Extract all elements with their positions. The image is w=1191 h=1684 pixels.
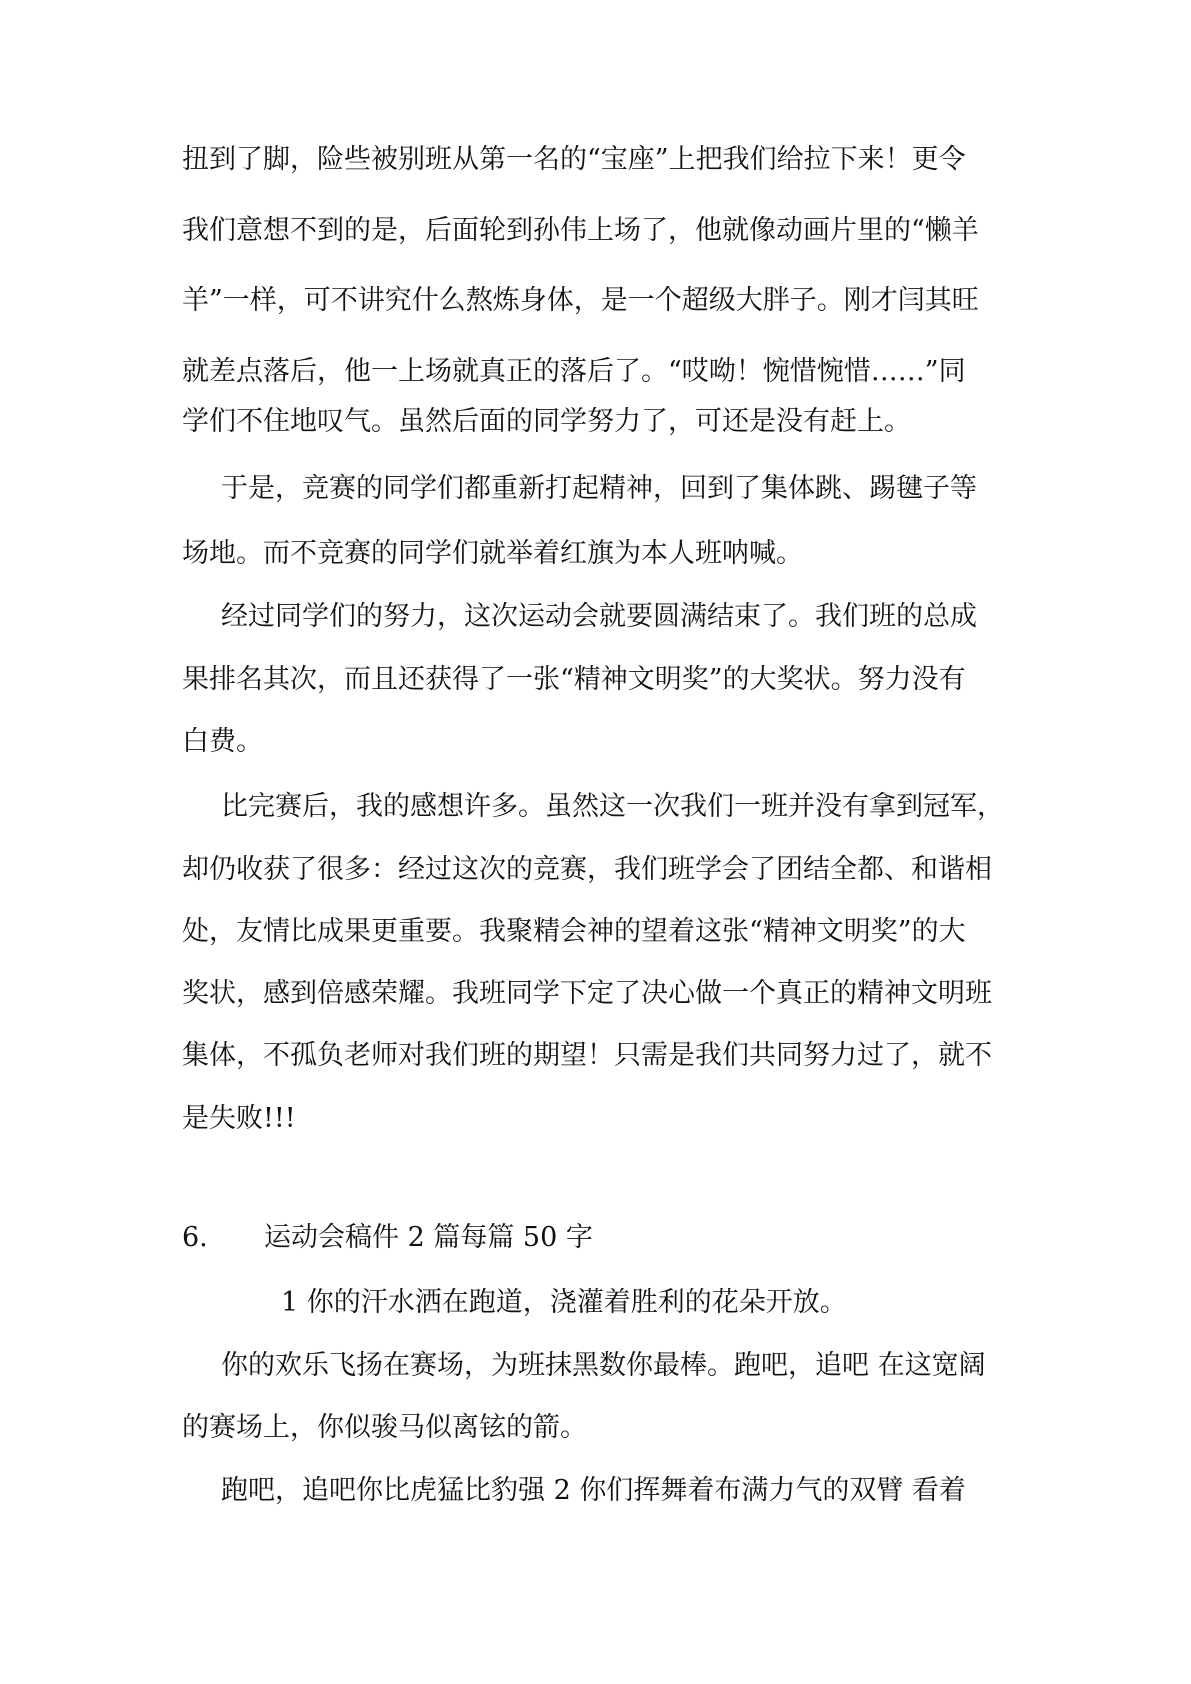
paragraph-2-line-2: 场地。而不竞赛的同学们就举着红旗为本人班呐喊。 xyxy=(182,538,803,569)
paragraph-4-line-3: 处，友情比成果更重要。我聚精会神的望着这张“精神文明奖”的大 xyxy=(182,916,966,947)
paragraph-1-line-3: 羊”一样，可不讲究什么熬炼身体，是一个超级大胖子。刚才闫其旺 xyxy=(182,285,979,316)
section-subline: 1 你的汗水洒在跑道，浇灌着胜利的花朵开放。 xyxy=(281,1287,847,1318)
paragraph-4-line-4: 奖状，感到倍感荣耀。我班同学下定了决心做一个真正的精神文明班 xyxy=(182,978,992,1009)
paragraph-1-line-4: 就差点落后，他一上场就真正的落后了。“哎呦！惋惜惋惜……”同 xyxy=(182,356,966,387)
section-paragraph-2-line-1: 跑吧，追吧你比虎猛比豹强 2 你们挥舞着布满力气的双臂 看着 xyxy=(221,1475,966,1506)
paragraph-1-line-5: 学们不住地叹气。虽然后面的同学努力了，可还是没有赶上。 xyxy=(182,406,911,437)
section-paragraph-1-line-2: 的赛场上，你似骏马似离铉的箭。 xyxy=(182,1412,587,1443)
paragraph-1-line-1: 扭到了脚，险些被别班从第一名的“宝座”上把我们给拉下来！更令 xyxy=(182,144,966,175)
section-title: 运动会稿件 2 篇每篇 50 字 xyxy=(264,1222,593,1253)
section-paragraph-1-line-1: 你的欢乐飞扬在赛场，为班抹黑数你最棒。跑吧，追吧 在这宽阔 xyxy=(221,1350,986,1381)
paragraph-3-line-2: 果排名其次，而且还获得了一张“精神文明奖”的大奖状。努力没有 xyxy=(182,664,966,695)
paragraph-1-line-2: 我们意想不到的是，后面轮到孙伟上场了，他就像动画片里的“懒羊 xyxy=(182,215,979,246)
paragraph-4-line-1: 比完赛后，我的感想许多。虽然这一次我们一班并没有拿到冠军， xyxy=(221,791,1004,822)
paragraph-4-line-2: 却仍收获了很多：经过这次的竞赛，我们班学会了团结全都、和谐相 xyxy=(182,854,992,885)
paragraph-2-line-1: 于是，竞赛的同学们都重新打起精神，回到了集体跳、踢毽子等 xyxy=(221,473,977,504)
paragraph-3-line-3: 白费。 xyxy=(182,726,263,757)
paragraph-4-line-5: 集体，不孤负老师对我们班的期望！只需是我们共同努力过了，就不 xyxy=(182,1040,992,1071)
paragraph-3-line-1: 经过同学们的努力，这次运动会就要圆满结束了。我们班的总成 xyxy=(221,601,977,632)
paragraph-4-line-6: 是失败!!! xyxy=(182,1103,296,1134)
section-number: 6. xyxy=(182,1222,208,1253)
